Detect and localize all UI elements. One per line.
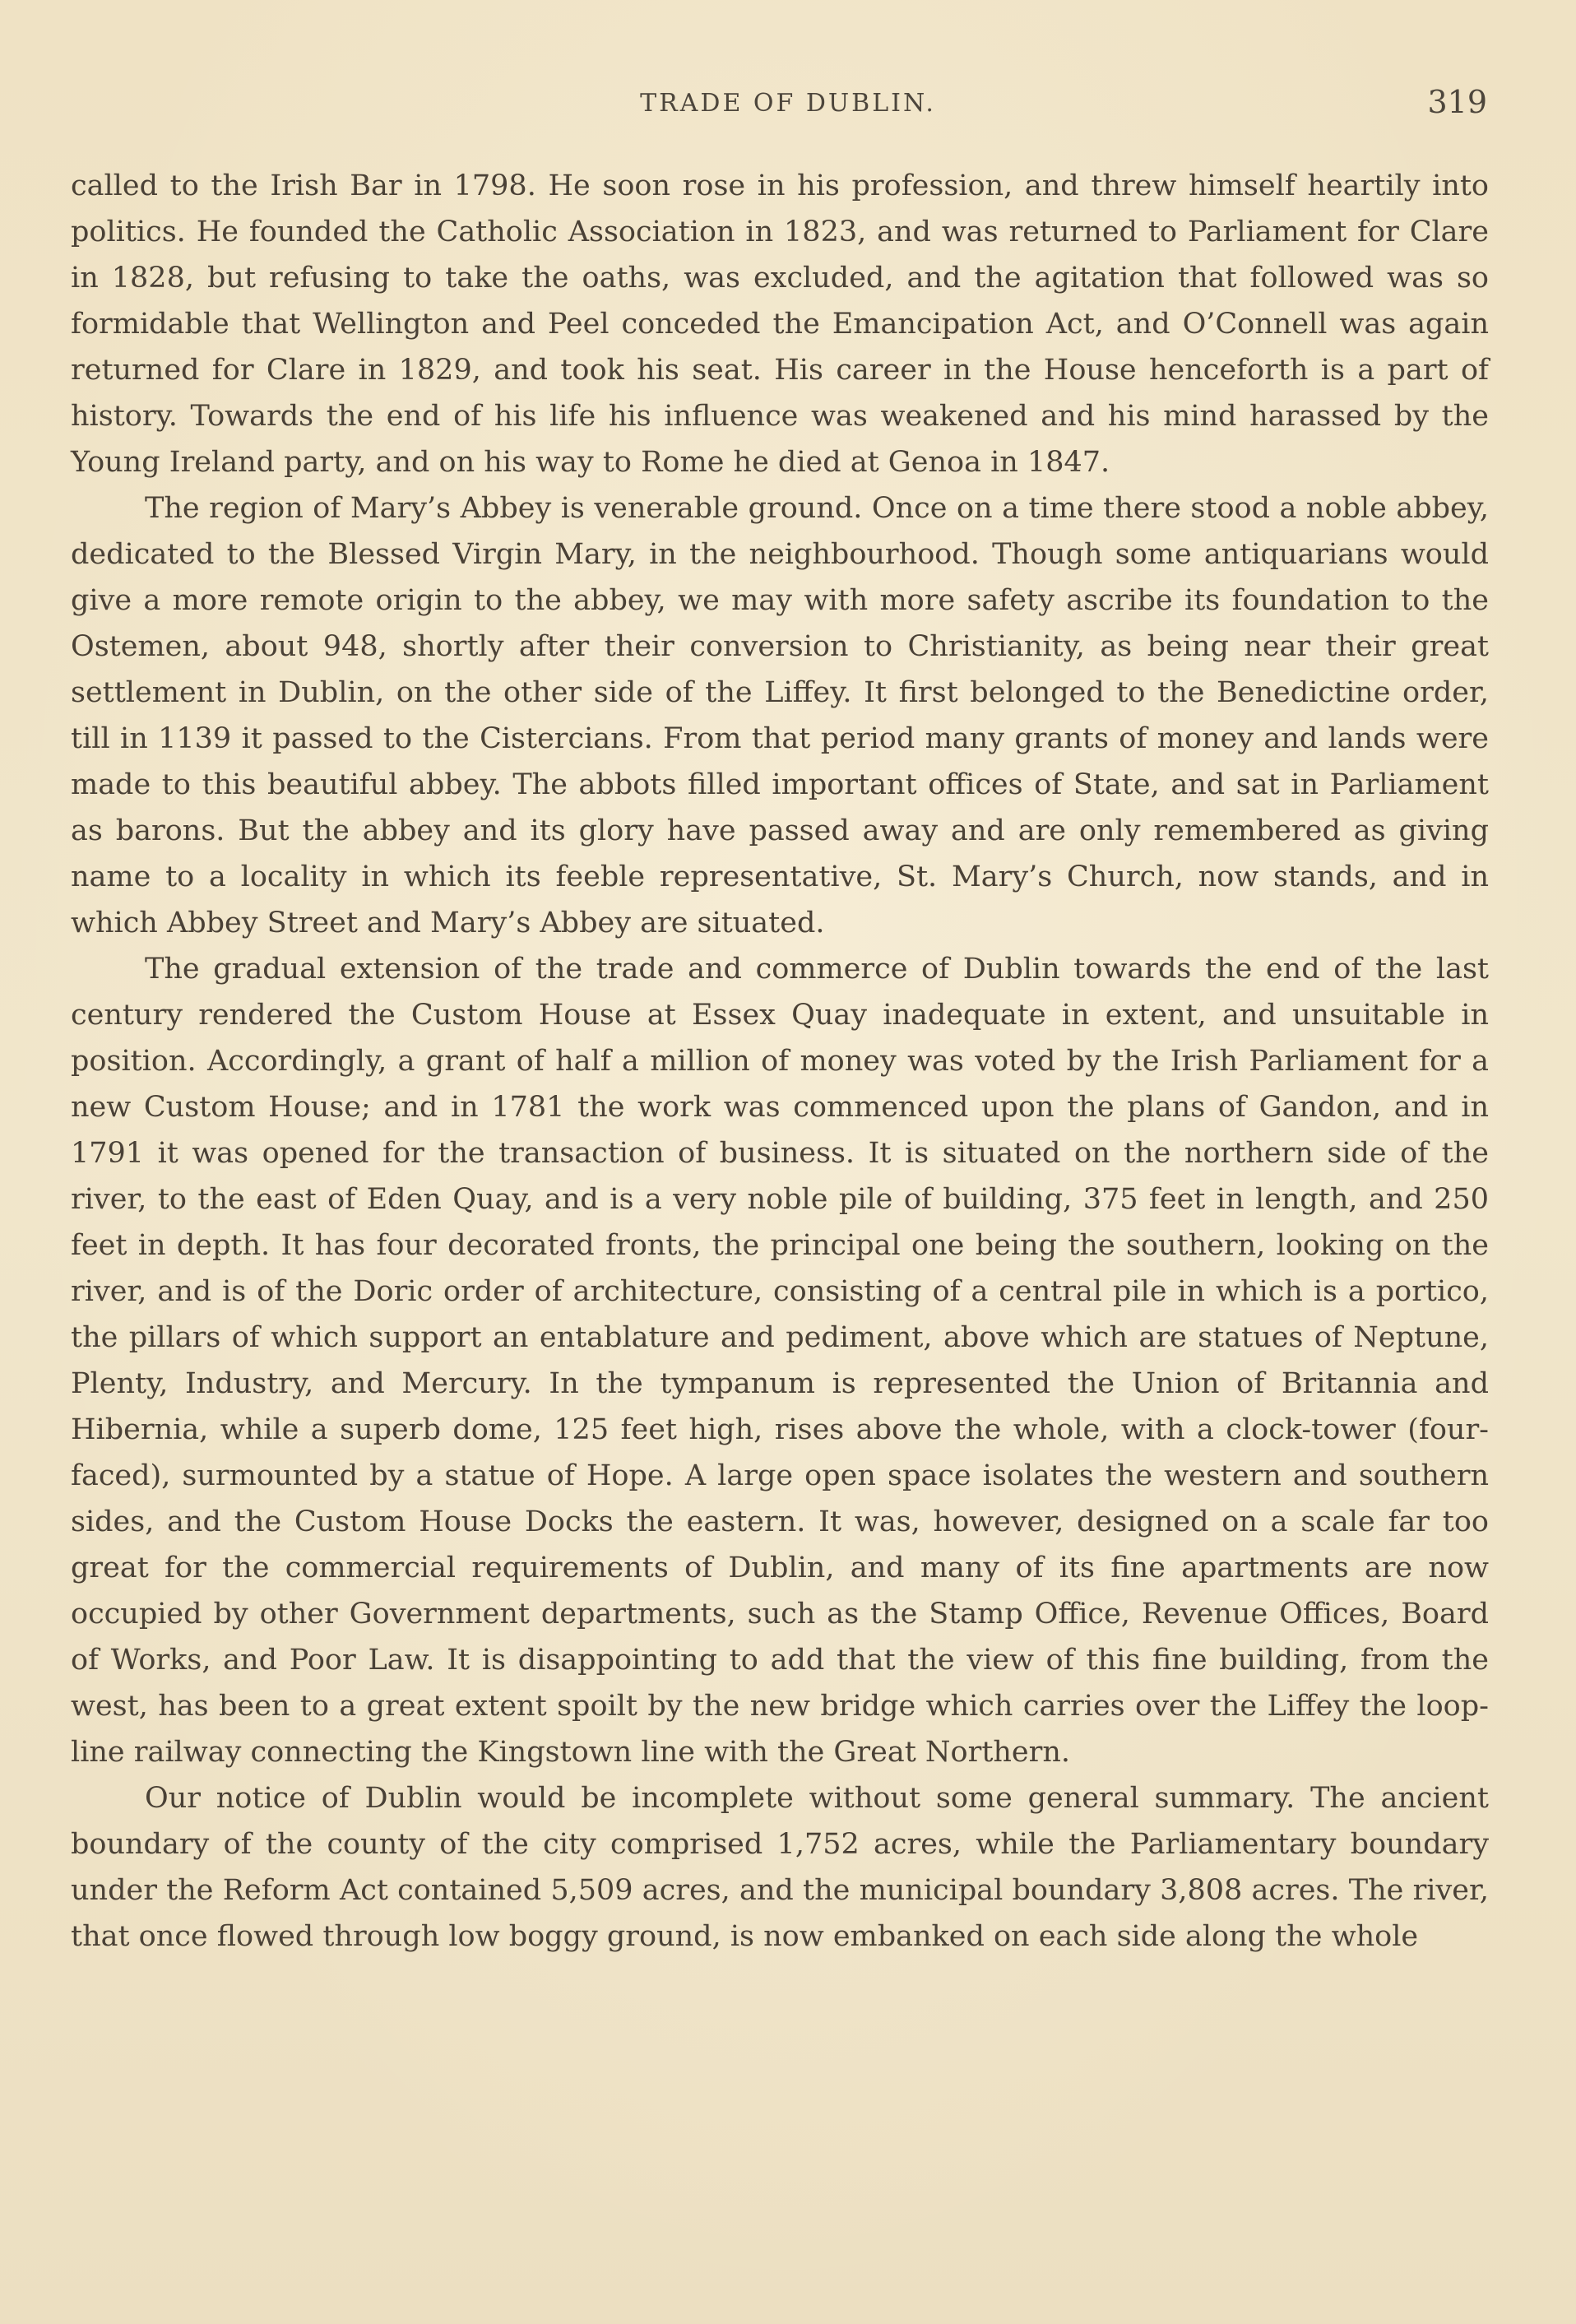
paragraph-oconnell-continued: called to the Irish Bar in 1798. He soon rose in his profession, and threw himself heartily into politics. He founded the Catholic Association in 1823, and was returned to Parliament for Clare in 1828, but refusing to take the oaths, was excluded, and the agitation that followed was so formidable that Wellington and Peel conceded the Emancipation Act, and O’Connell was again returned for Clare in 1829, and took his seat. His career in the House henceforth is a part of history. Towards the end of his life his influence was weakened and his mind harassed by the Young Ireland party, and on his way to Rome he died at Genoa in 1847. [71,169,1489,479]
running-title: TRADE OF DUBLIN. [640,89,936,118]
running-header [0,84,1576,130]
paragraph-marys-abbey: The region of Mary’s Abbey is venerable ground. Once on a time there stood a noble abbey, dedicated to the Blessed Virgin Mary, in the neighbourhood. Though some antiquarians would give a more remote origin to the abbey, we may with more safety ascribe its foundation to the Ostemen, about 948, shortly after their conversion to Christianity, as being near their great settlement in Dublin, on the other side of the Liffey. It first belonged to the Benedictine order, till in 1139 it passed to the Cistercians. From that period many grants of money and lands were made to this beautiful abbey. The abbots filled important offices of State, and sat in Parliament as barons. But the abbey and its glory have passed away and are only remembered as giving name to a locality in which its feeble representative, St. Mary’s Church, now stands, and in which Abbey Street and Mary’s Abbey are situated. [71,492,1489,939]
paragraph-general-summary: Our notice of Dublin would be incomplete without some general summary. The ancient boundary of the county of the city comprised 1,752 acres, while the Parliamentary boundary under the Reform Act contained 5,509 acres, and the municipal boundary 3,808 acres. The river, that once flowed through low boggy ground, is now embanked on each side along the whole [71,1782,1489,1953]
paragraph-custom-house: The gradual extension of the trade and commerce of Dublin towards the end of the last century rendered the Custom House at Essex Quay inadequate in extent, and unsuitable in position. Accordingly, a grant of half a million of money was voted by the Irish Parliament for a new Custom House; and in 1781 the work was commenced upon the plans of Gandon, and in 1791 it was opened for the transaction of business. It is situated on the northern side of the river, to the east of Eden Quay, and is a very noble pile of building, 375 feet in length, and 250 feet in depth. It has four decorated fronts, the principal one being the southern, looking on the river, and is of the Doric order of architecture, consisting of a central pile in which is a portico, the pillars of which support an entablature and pediment, above which are statues of Neptune, Plenty, Industry, and Mercury. In the tympanum is represented the Union of Britannia and Hibernia, while a superb dome, 125 feet high, rises above the whole, with a clock-tower (four-faced), surmounted by a statue of Hope. A large open space isolates the western and southern sides, and the Custom House Docks the eastern. It was, however, designed on a scale far too great for the commercial requirements of Dublin, and many of its fine apartments are now occupied by other Government departments, such as the Stamp Office, Revenue Offices, Board of Works, and Poor Law. It is disappointing to add that the view of this fine building, from the west, has been to a great extent spoilt by the new bridge which carries over the Liffey the loop-line railway connecting the Kingstown line with the Great Northern. [71,953,1489,1769]
body-text [71,163,1489,1960]
page-number: 319 [1427,84,1487,120]
